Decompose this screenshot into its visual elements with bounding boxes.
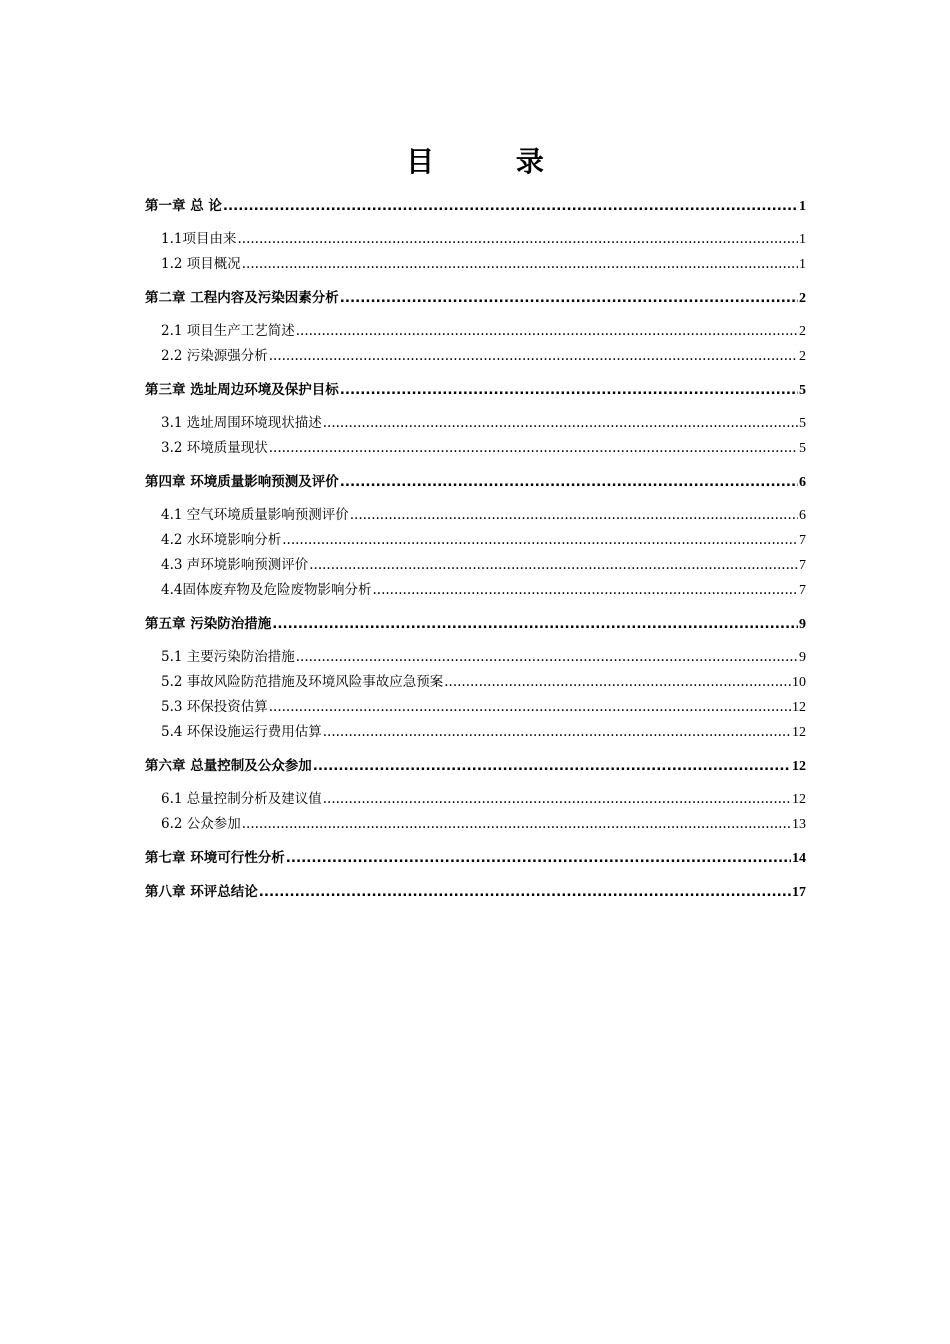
- toc-entry-label: 第七章 环境可行性分析: [145, 845, 285, 871]
- toc-entry-label: 6.1 总量控制分析及建议值: [161, 787, 322, 812]
- toc-leader-dots: [296, 645, 798, 670]
- toc-entry-label: 6.2 公众参加: [161, 812, 241, 837]
- toc-entry-label: 第三章 选址周边环境及保护目标: [145, 377, 339, 403]
- toc-section-5-2[interactable]: [145, 670, 806, 695]
- table-of-contents: [145, 193, 806, 905]
- toc-section-1-2[interactable]: [145, 252, 806, 277]
- toc-page-number: 2: [799, 319, 806, 344]
- toc-entry-label: 第八章 环评总结论: [145, 879, 258, 905]
- toc-entry-label: 第六章 总量控制及公众参加: [145, 753, 312, 779]
- toc-leader-dots: [340, 469, 798, 495]
- toc-section-4-1[interactable]: [145, 503, 806, 528]
- toc-section-2-1[interactable]: [145, 319, 806, 344]
- toc-leader-dots: [372, 578, 798, 603]
- toc-leader-dots: [242, 252, 798, 277]
- toc-entry-label: 1.2 项目概况: [161, 252, 241, 277]
- toc-page-number: 14: [792, 846, 806, 871]
- toc-entry-label: 2.2 污染源强分析: [161, 344, 268, 369]
- toc-entry-label: 3.2 环境质量现状: [161, 436, 268, 461]
- toc-page-number: 7: [799, 528, 806, 553]
- toc-entry-label: 2.1 项目生产工艺简述: [161, 319, 295, 344]
- toc-entry-label: 4.1 空气环境质量影响预测评价: [161, 503, 349, 528]
- toc-page-number: 10: [792, 670, 806, 695]
- toc-page-number: 12: [792, 787, 806, 812]
- toc-section-5-4[interactable]: [145, 720, 806, 745]
- toc-leader-dots: [269, 344, 798, 369]
- toc-page-number: 1: [799, 194, 806, 219]
- toc-leader-dots: [272, 611, 798, 637]
- toc-leader-dots: [323, 720, 791, 745]
- toc-leader-dots: [269, 436, 798, 461]
- toc-page-number: 1: [799, 227, 806, 252]
- toc-page-number: 9: [799, 645, 806, 670]
- toc-entry-label: 1.1项目由来: [161, 227, 236, 252]
- toc-page-number: 12: [792, 754, 806, 779]
- toc-section-5-1[interactable]: [145, 645, 806, 670]
- toc-leader-dots: [269, 695, 791, 720]
- toc-page-number: 13: [792, 812, 806, 837]
- toc-leader-dots: [313, 753, 791, 779]
- toc-section-1-1[interactable]: [145, 227, 806, 252]
- toc-entry-label: 第四章 环境质量影响预测及评价: [145, 469, 339, 495]
- toc-entry-label: 第一章 总 论: [145, 193, 222, 219]
- toc-page-number: 5: [799, 378, 806, 403]
- toc-chapter-7[interactable]: [145, 845, 806, 871]
- toc-leader-dots: [323, 411, 798, 436]
- toc-page-number: 7: [799, 578, 806, 603]
- toc-leader-dots: [259, 879, 791, 905]
- toc-leader-dots: [223, 193, 798, 219]
- toc-leader-dots: [350, 503, 798, 528]
- toc-leader-dots: [323, 787, 791, 812]
- toc-section-4-2[interactable]: [145, 528, 806, 553]
- toc-entry-label: 第二章 工程内容及污染因素分析: [145, 285, 339, 311]
- toc-leader-dots: [340, 285, 798, 311]
- toc-chapter-2[interactable]: [145, 285, 806, 311]
- toc-page-number: 12: [792, 695, 806, 720]
- toc-chapter-6[interactable]: [145, 753, 806, 779]
- toc-page-number: 6: [799, 503, 806, 528]
- toc-section-4-4[interactable]: [145, 578, 806, 603]
- toc-chapter-5[interactable]: [145, 611, 806, 637]
- toc-page-number: 12: [792, 720, 806, 745]
- toc-leader-dots: [237, 227, 798, 252]
- toc-page-number: 17: [792, 880, 806, 905]
- toc-page-number: 9: [799, 612, 806, 637]
- toc-leader-dots: [242, 812, 791, 837]
- toc-section-6-1[interactable]: [145, 787, 806, 812]
- toc-entry-label: 4.2 水环境影响分析: [161, 528, 281, 553]
- toc-page-number: 1: [799, 252, 806, 277]
- toc-entry-label: 5.1 主要污染防治措施: [161, 645, 295, 670]
- toc-entry-label: 4.3 声环境影响预测评价: [161, 553, 308, 578]
- toc-chapter-1[interactable]: [145, 193, 806, 219]
- toc-page-number: 2: [799, 344, 806, 369]
- toc-chapter-3[interactable]: [145, 377, 806, 403]
- toc-section-4-3[interactable]: [145, 553, 806, 578]
- toc-page-number: 6: [799, 470, 806, 495]
- toc-leader-dots: [340, 377, 798, 403]
- toc-chapter-8[interactable]: [145, 879, 806, 905]
- toc-page-number: 7: [799, 553, 806, 578]
- toc-entry-label: 4.4固体废弃物及危险废物影响分析: [161, 578, 371, 603]
- toc-section-5-3[interactable]: [145, 695, 806, 720]
- toc-page-number: 5: [799, 436, 806, 461]
- toc-page-number: 2: [799, 286, 806, 311]
- toc-entry-label: 5.2 事故风险防范措施及环境风险事故应急预案: [161, 670, 443, 695]
- toc-title: 目 录: [406, 145, 580, 178]
- toc-leader-dots: [309, 553, 798, 578]
- toc-section-6-2[interactable]: [145, 812, 806, 837]
- toc-section-3-2[interactable]: [145, 436, 806, 461]
- toc-entry-label: 第五章 污染防治措施: [145, 611, 271, 637]
- toc-entry-label: 5.3 环保投资估算: [161, 695, 268, 720]
- toc-entry-label: 3.1 选址周围环境现状描述: [161, 411, 322, 436]
- toc-leader-dots: [296, 319, 798, 344]
- toc-section-2-2[interactable]: [145, 344, 806, 369]
- toc-leader-dots: [282, 528, 798, 553]
- toc-leader-dots: [286, 845, 791, 871]
- toc-page-number: 5: [799, 411, 806, 436]
- toc-leader-dots: [444, 670, 791, 695]
- toc-entry-label: 5.4 环保设施运行费用估算: [161, 720, 322, 745]
- toc-section-3-1[interactable]: [145, 411, 806, 436]
- toc-chapter-4[interactable]: [145, 469, 806, 495]
